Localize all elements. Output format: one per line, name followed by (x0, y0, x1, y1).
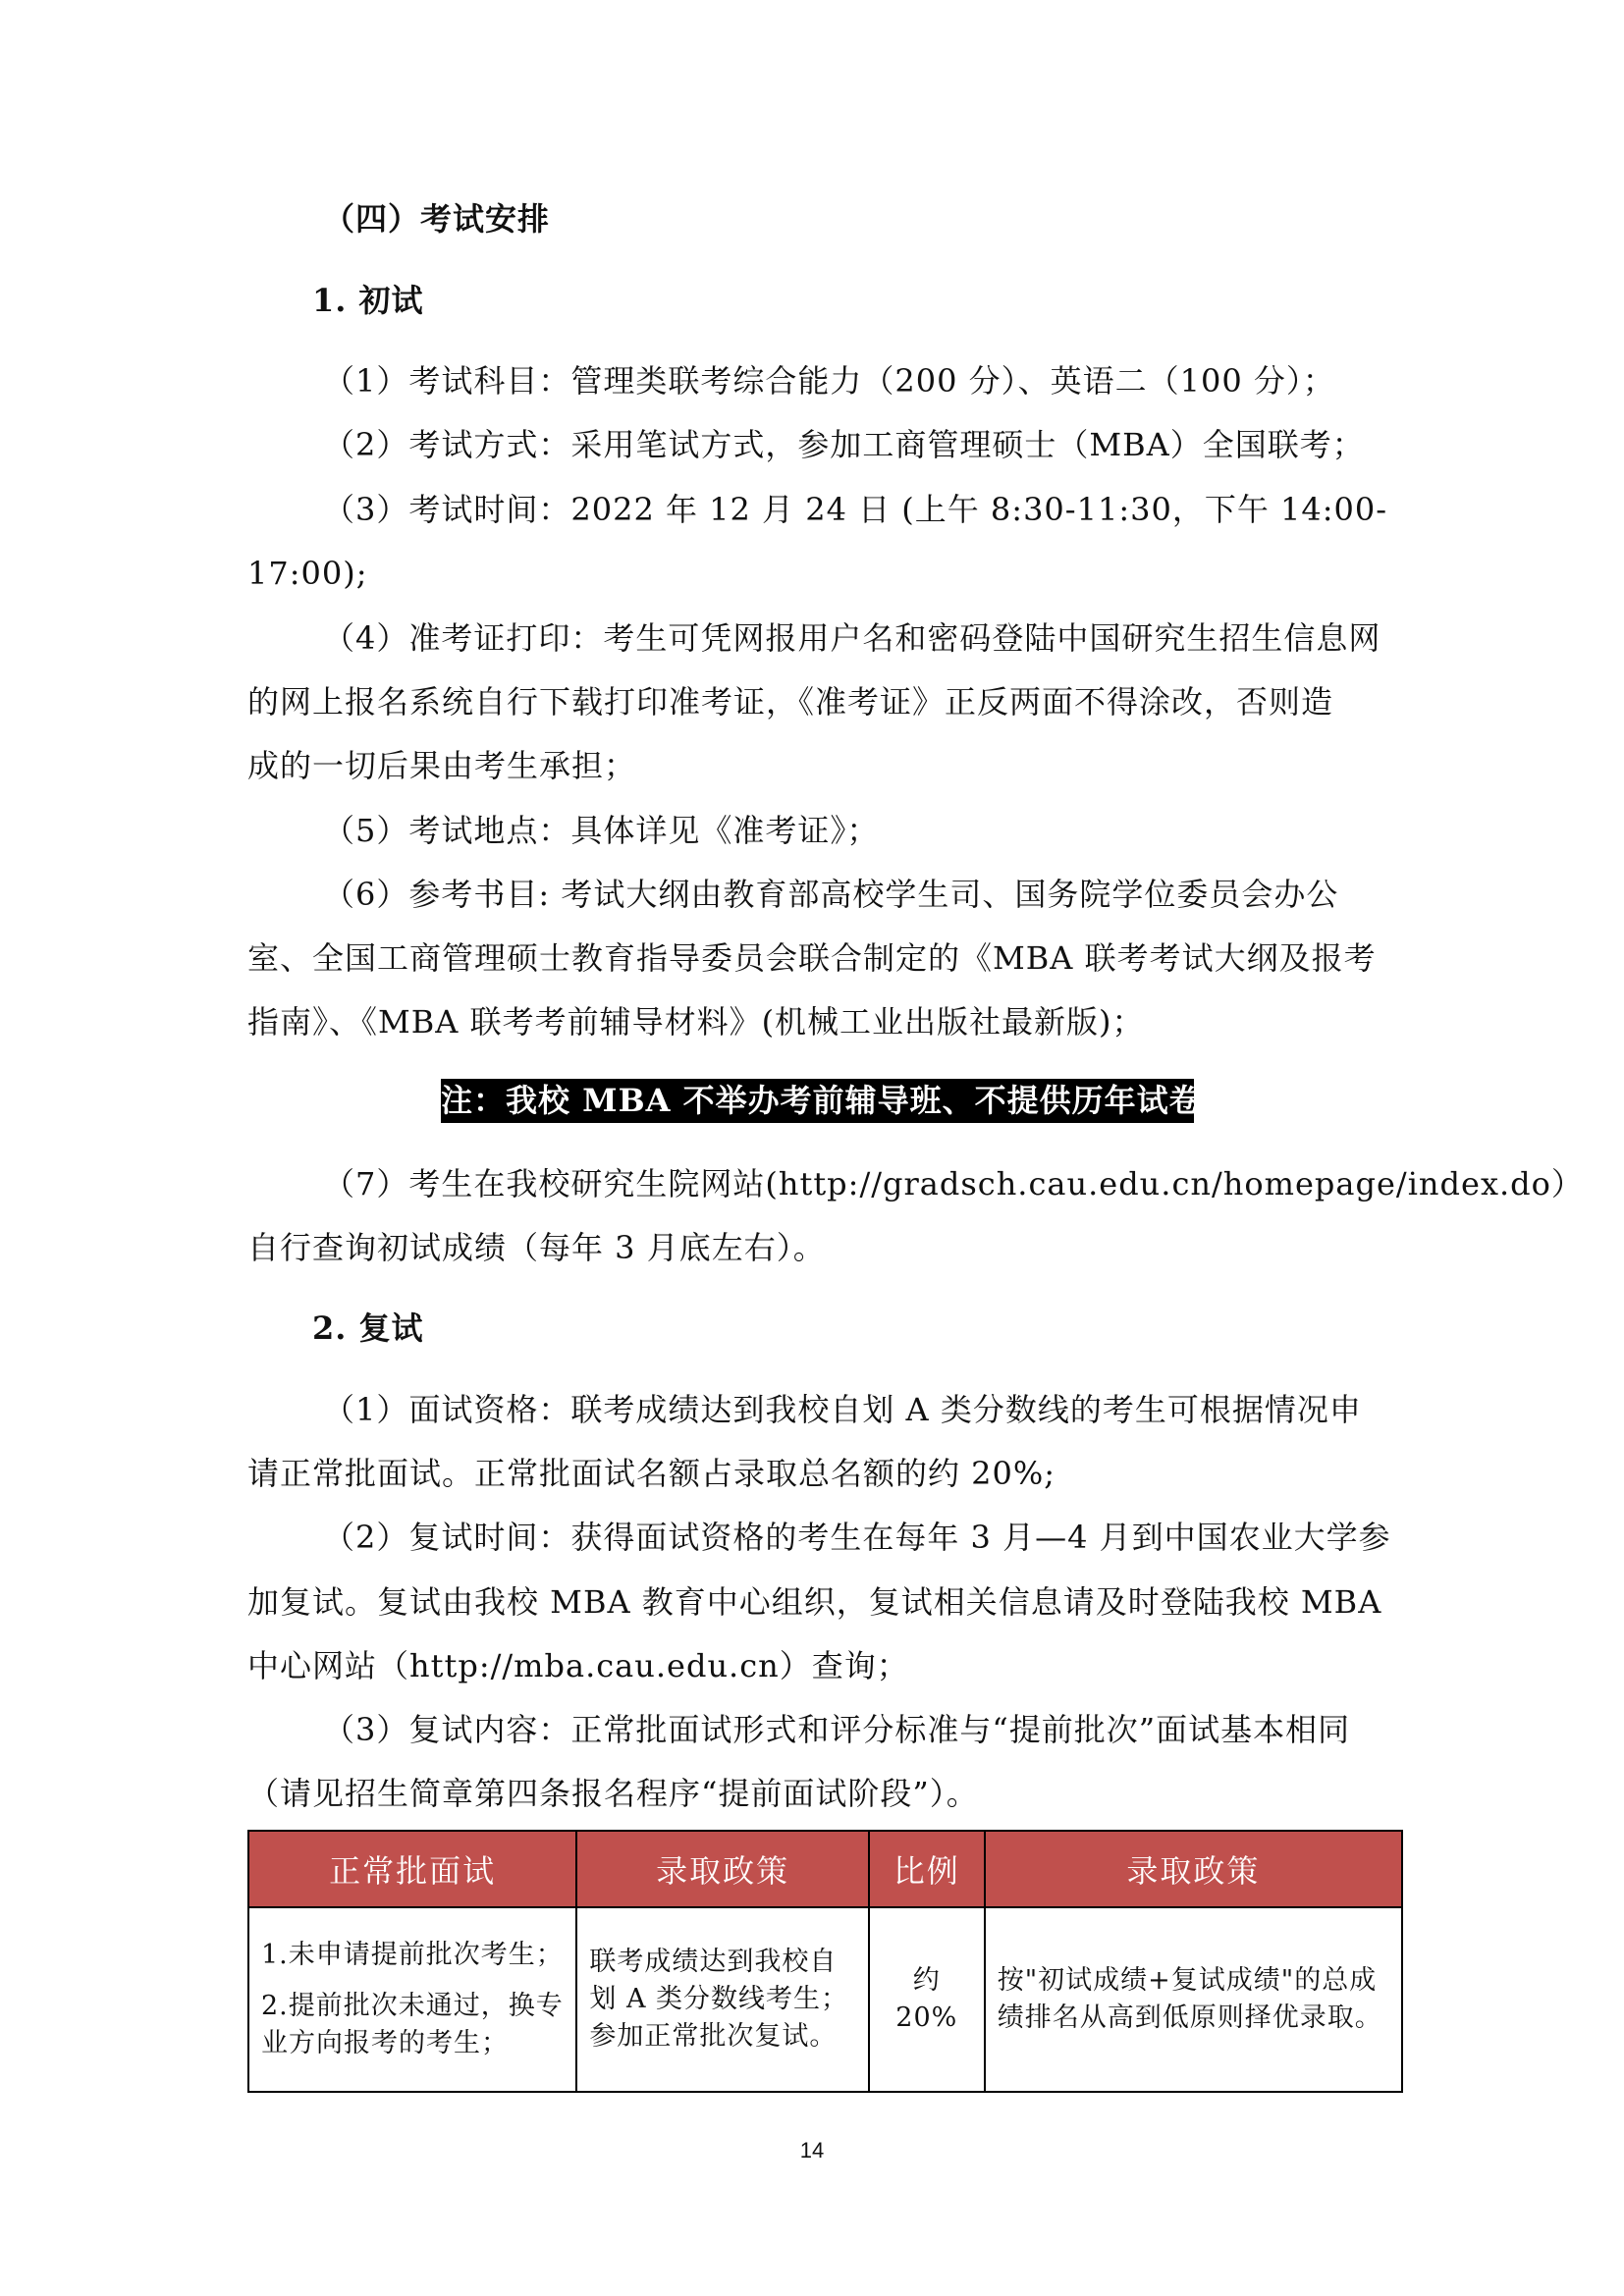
eligibility-item-1: 1.未申请提前批次考生； (261, 1940, 564, 1970)
table-row (248, 1907, 1402, 2092)
subsection-heading-retest: 2. 复试 (312, 1309, 424, 1347)
retest-item-3: （3）复试内容：正常批面试形式和评分标准与“提前批次”面试基本相同 (323, 1711, 1351, 1748)
initial-item-2: （2）考试方式：采用笔试方式，参加工商管理硕士（MBA）全国联考； (323, 426, 1365, 463)
notice-banner: 注：我校 MBA 不举办考前辅导班、不提供历年试卷 (441, 1079, 1194, 1123)
initial-item-4: （4）准考证打印：考生可凭网报用户名和密码登陆中国研究生招生信息网 (323, 619, 1381, 657)
eligibility-item-2: 2.提前批次未通过，换专业方向报考的考生； (261, 1991, 564, 2058)
initial-item-4-cont1: 的网上报名系统自行下载打印准考证，《准考证》正反两面不得涂改，否则造 (247, 683, 1334, 721)
initial-item-7: （7）考生在我校研究生院网站(http://gradsch.cau.edu.cn/homepage/index.do） (323, 1165, 1584, 1202)
initial-item-3: （3）考试时间：2022 年 12 月 24 日 (上午 8:30-11:30，下午 14:00- (323, 491, 1388, 528)
retest-item-2: （2）复试时间：获得面试资格的考生在每年 3 月—4 月到中国农业大学参 (323, 1519, 1391, 1556)
table-header-admission-policy-2: 录取政策 (985, 1831, 1402, 1907)
retest-item-1: （1）面试资格：联考成绩达到我校自划 A 类分数线的考生可根据情况申 (323, 1391, 1362, 1428)
table-header-normal-interview: 正常批面试 (248, 1831, 576, 1907)
initial-item-4-cont2: 成的一切后果由考生承担； (247, 747, 637, 784)
table-cell-eligibility (248, 1907, 576, 2092)
section-heading: （四）考试安排 (323, 200, 551, 238)
table-cell-policy: 联考成绩达到我校自划 A 类分数线考生；参加正常批次复试。 (576, 1907, 868, 2092)
table-header-ratio: 比例 (869, 1831, 985, 1907)
subsection-heading-initial: 1. 初试 (312, 282, 424, 319)
table-cell-ratio: 约 20% (869, 1907, 985, 2092)
table-cell-ranking-policy: 按"初试成绩+复试成绩"的总成绩排名从高到低原则择优录取。 (985, 1907, 1402, 2092)
initial-item-6-cont1: 室、全国工商管理硕士教育指导委员会联合制定的《MBA 联考考试大纲及报考 (247, 939, 1377, 977)
initial-item-7-cont: 自行查询初试成绩（每年 3 月底左右）。 (247, 1229, 826, 1266)
table-header-row (248, 1831, 1402, 1907)
retest-item-1-cont: 请正常批面试。正常批面试名额占录取总名额的约 20%; (247, 1455, 1056, 1492)
retest-item-2-cont1: 加复试。复试由我校 MBA 教育中心组织，复试相关信息请及时登陆我校 MBA (247, 1583, 1382, 1621)
table-header-admission-policy: 录取政策 (576, 1831, 868, 1907)
retest-item-2-cont2: 中心网站（http://mba.cau.edu.cn）查询； (247, 1647, 909, 1684)
initial-item-5: （5）考试地点：具体详见《准考证》； (323, 812, 880, 849)
initial-item-3-cont: 17:00); (247, 555, 368, 592)
admission-policy-table (247, 1830, 1403, 2093)
page-number: 14 (799, 2138, 825, 2163)
initial-item-6: （6）参考书目: 考试大纲由教育部高校学生司、国务院学位委员会办公 (323, 876, 1339, 913)
retest-item-3-cont: （请见招生简章第四条报名程序“提前面试阶段”）。 (247, 1775, 979, 1812)
initial-item-6-cont2: 指南》、《MBA 联考考前辅导材料》(机械工业出版社最新版)； (247, 1003, 1145, 1041)
initial-item-1: （1）考试科目：管理类联考综合能力（200 分）、英语二（100 分）； (323, 362, 1335, 400)
